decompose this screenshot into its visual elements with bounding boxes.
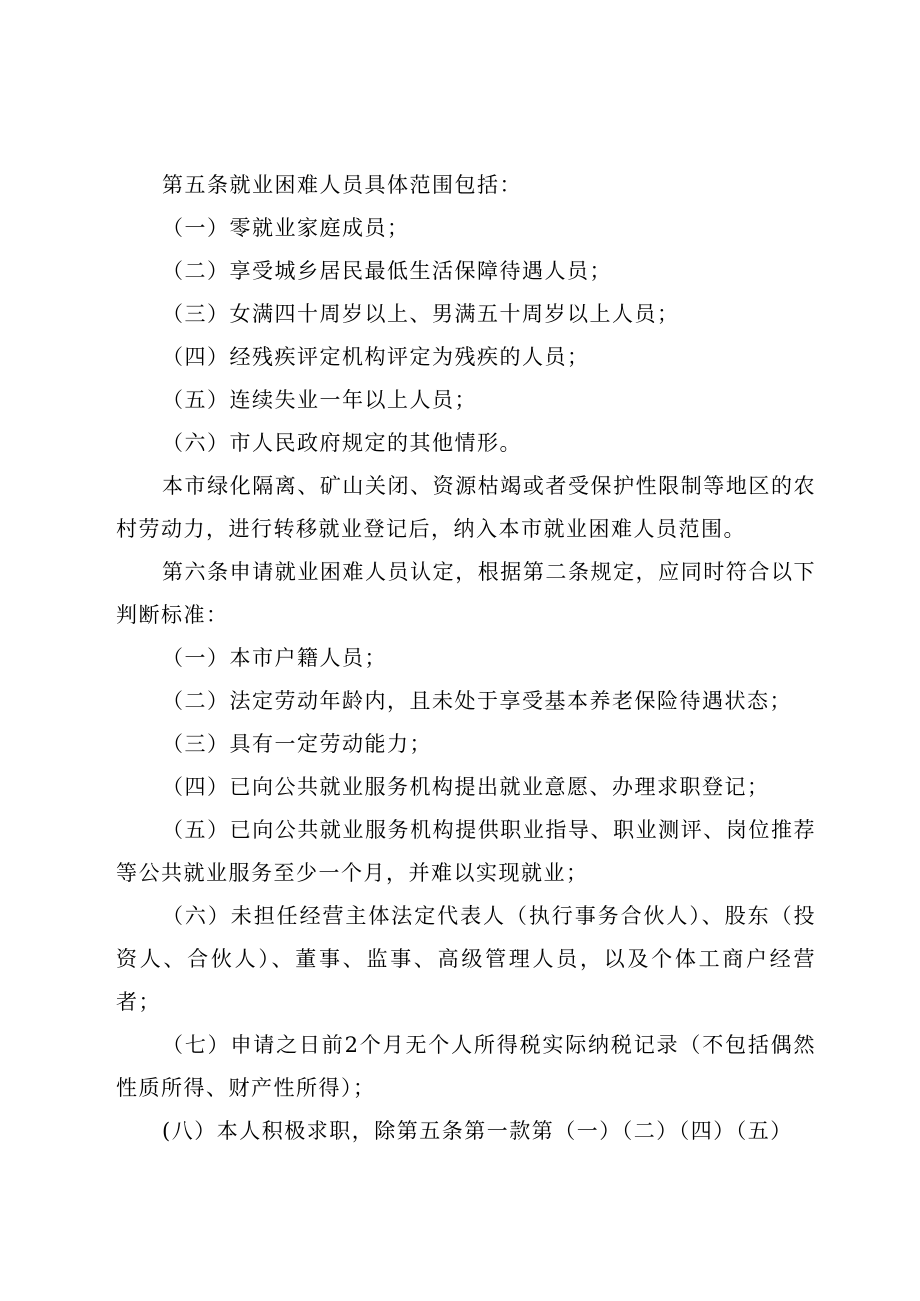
article-5-heading: 第五条就业困难人员具体范围包括： — [162, 173, 522, 197]
article-5-item-2: （二）享受城乡居民最低生活保障待遇人员； — [162, 259, 612, 283]
article-5-item-1: （一）零就业家庭成员； — [162, 216, 410, 240]
article-6-heading: 第六条申请就业困难人员认定，根据第二条规定，应同时符合以下判断标准： — [116, 560, 816, 627]
article-6-item-8: (八）本人积极求职，除第五条第一款第（一）（二）（四）（五） — [162, 1119, 793, 1143]
article-5-item-4: （四）经残疾评定机构评定为残疾的人员； — [162, 345, 590, 369]
article-6-item-7: （七）申请之日前2个月无个人所得税实际纳税记录（不包括偶然性质所得、财产性所得）； — [116, 1033, 816, 1100]
article-6-item-5: （五）已向公共就业服务机构提供职业指导、职业测评、岗位推荐等公共就业服务至少一个月，并难以实现就业； — [116, 818, 816, 885]
article-6-item-3: （三）具有一定劳动能力； — [162, 732, 432, 756]
article-6-item-6: （六）未担任经营主体法定代表人（执行事务合伙人）、股东（投资人、合伙人）、董事、监事、高级管理人员，以及个体工商户经营者； — [116, 904, 816, 1014]
article-5-item-6: （六）市人民政府规定的其他情形。 — [162, 431, 522, 455]
article-6-item-1: （一）本市户籍人员； — [162, 646, 387, 670]
document-body — [116, 164, 816, 1153]
article-5-item-5: （五）连续失业一年以上人员； — [162, 388, 477, 412]
article-5-paragraph-2: 本市绿化隔离、矿山关闭、资源枯竭或者受保护性限制等地区的农村劳动力，进行转移就业登记后，纳入本市就业困难人员范围。 — [116, 474, 816, 541]
article-6-item-2: （二）法定劳动年龄内，且未处于享受基本养老保险待遇状态； — [162, 689, 792, 713]
article-5-item-3: （三）女满四十周岁以上、男满五十周岁以上人员； — [162, 302, 680, 326]
article-6-item-4: （四）已向公共就业服务机构提出就业意愿、办理求职登记； — [162, 775, 770, 799]
